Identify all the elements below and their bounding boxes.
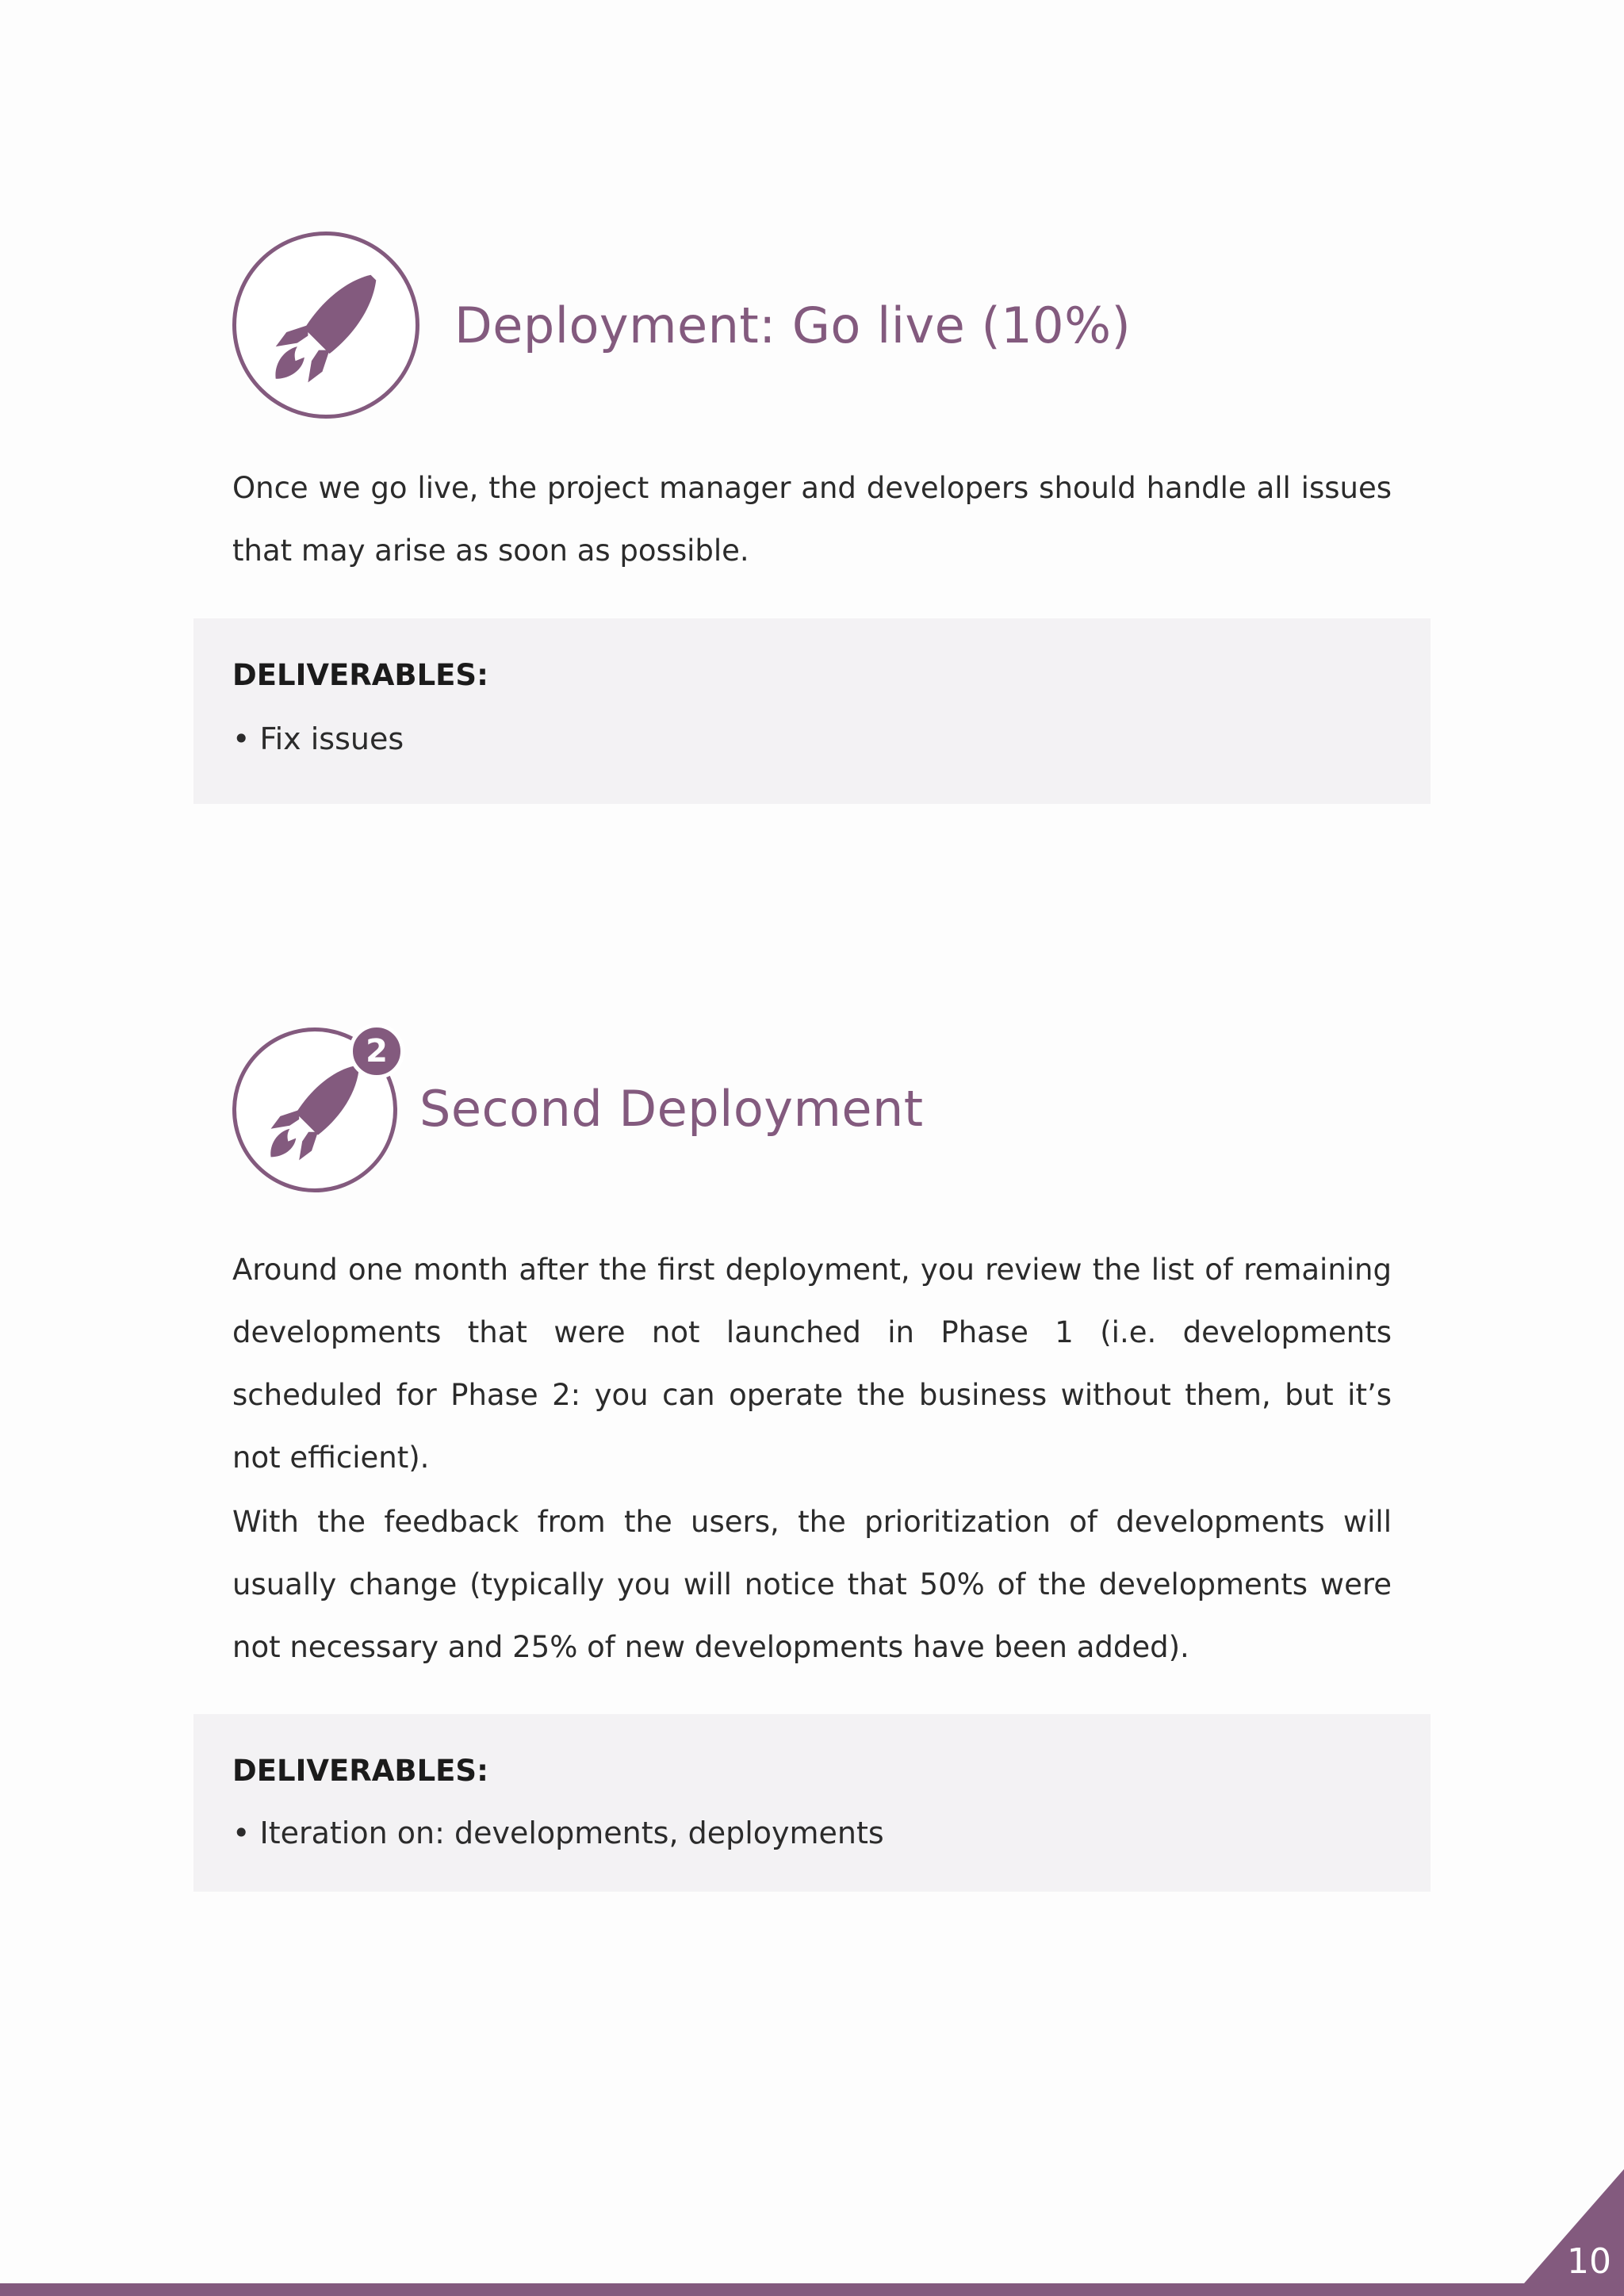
- step-number-badge: 2: [349, 1024, 404, 1079]
- body-paragraph: With the feedback from the users, the prioritization of developments will usually change (typically you will notice that 50% of the developments were not necessary and 25% of new developments have been added).: [232, 1505, 1392, 1664]
- section-title: Second Deployment: [419, 1080, 924, 1138]
- deliverables-box: [193, 1714, 1431, 1892]
- deliverables-box: [193, 618, 1431, 804]
- deliverable-item: • Fix issues: [232, 721, 404, 756]
- page-number: 10: [1567, 2241, 1611, 2282]
- deliverable-item: • Iteration on: developments, deployments: [232, 1816, 884, 1850]
- rocket-icon: [232, 232, 419, 419]
- section-title: Deployment: Go live (10%): [454, 297, 1132, 354]
- deliverables-title: DELIVERABLES:: [232, 1754, 488, 1788]
- body-paragraph: Around one month after the first deployment, you review the list of remaining developments that were not launched in Phase 1 (i.e. developments scheduled for Phase 2: you can operate the business without them, but it’s not efficient).: [232, 1253, 1392, 1475]
- body-paragraph: Once we go live, the project manager and developers should handle all issues that may arise as soon as possible.: [232, 471, 1392, 568]
- deliverables-title: DELIVERABLES:: [232, 658, 488, 692]
- footer-bar: [0, 2283, 1624, 2296]
